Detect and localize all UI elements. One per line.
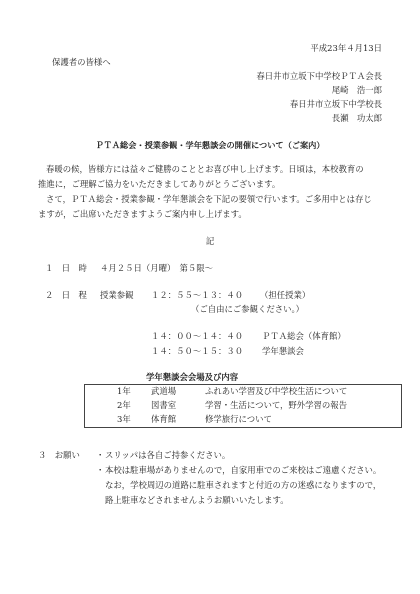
venue-content: ふれあい学習及び中学校生活について — [205, 386, 348, 396]
body-line: 春暖の候，皆様方には益々ご健勝のこととお喜び申し上げます。日頃は，本校教育の — [46, 164, 364, 174]
body-line: ますが，ご出席いただきますようご案内申し上げます。 — [38, 209, 247, 219]
notice-title: ＰＴＡ総会・授業参観・学年懇談会の開催について（ご案内） — [95, 140, 325, 150]
sender-pta-org: 春日井市立坂下中学校ＰＴＡ会長 — [256, 71, 382, 81]
schedule-time: １２：５５～１３：４０ — [151, 290, 244, 300]
schedule-event: 学年懇談会 — [262, 346, 304, 356]
body-line: 推進に，ご理解ご協力をいただきましてありがとうございます。 — [38, 179, 281, 189]
schedule-event: ＰＴＡ総会（体育館） — [262, 331, 346, 341]
schedule-time: １４：００～１４：４０ — [151, 331, 244, 341]
body-line: さて，ＰＴＡ総会・授業参観・学年懇談会を下記の要領で行います。ご多用中とは存じ — [46, 194, 372, 204]
venue-content: 学習・生活について，野外学習の報告 — [205, 400, 348, 410]
sender-principal-name: 長瀬 功太郎 — [331, 113, 382, 123]
venue-place: 図書室 — [151, 400, 177, 410]
schedule-time: １４：５０～１５：３０ — [151, 346, 244, 356]
schedule-event: （担任授業） — [260, 290, 311, 300]
sender-pta-name: 尾崎 浩一郎 — [331, 85, 382, 95]
venue-grade: 2年 — [117, 400, 131, 410]
item1-value: ４月２５日（月曜） 第５限～ — [100, 263, 214, 273]
venue-grade: 1年 — [117, 386, 131, 396]
venue-grade: 3年 — [117, 414, 131, 424]
venue-place: 体育館 — [151, 414, 177, 424]
issue-date: 平成23年４月13日 — [310, 43, 382, 53]
request-line: 本校は駐車場がありませんので，自家用車でのご来校はご遠慮ください。 — [105, 465, 382, 475]
request-line: なお，学校周辺の道路に駐車されますと付近の方の迷惑になりますので， — [105, 480, 382, 490]
bullet-marker: ・ — [96, 465, 105, 475]
ki-heading: 記 — [205, 236, 215, 246]
item3-label: ３ お願い — [38, 450, 80, 460]
item2-label: ２ 日 程 — [45, 290, 87, 300]
request-line: スリッパは各自ご持参ください。 — [105, 450, 231, 460]
request-line: 路上駐車などされませんようお願いいたします。 — [105, 495, 289, 505]
schedule-note: （ご自由にご参観ください。） — [191, 304, 305, 314]
venue-box-heading: 学年懇談会会場及び内容 — [146, 372, 239, 382]
venue-content: 修学旅行について — [205, 414, 272, 424]
sender-school-org: 春日井市立坂下中学校長 — [289, 99, 382, 109]
venue-place: 武道場 — [151, 386, 177, 396]
item1-label: １ 日 時 — [45, 263, 87, 273]
addressee: 保護者の皆様へ — [52, 57, 111, 67]
item2-sub: 授業参観 — [100, 290, 134, 300]
bullet-marker: ・ — [96, 450, 105, 460]
